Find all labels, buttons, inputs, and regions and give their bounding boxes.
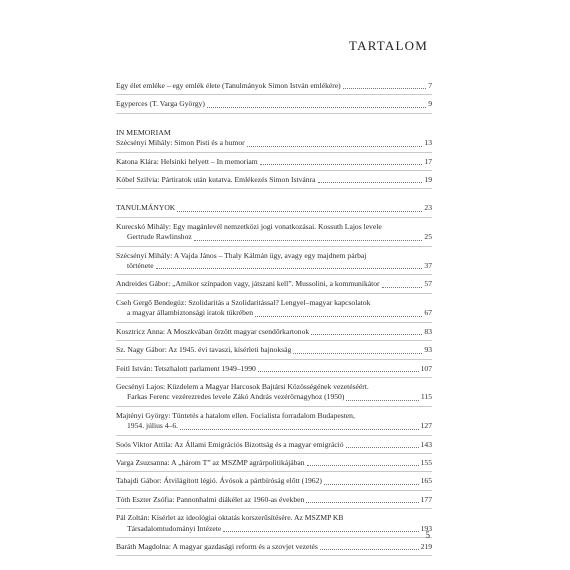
entry-title-continued: Farkas Ferenc vezérezredes levele Zákó András vezérőrnagyhoz (1950) <box>127 392 345 402</box>
entry-title: Varga Zsuzsanna: A „három T” az MSZMP agrárpolitikájában <box>116 457 305 467</box>
entry-title: Pál Zoltán: Kísérlet az ideológiai oktatás korszerűsítésére. Az MSZMP KB <box>116 513 344 523</box>
toc-entry <box>116 382 432 407</box>
entry-title: Feitl István: Tetszhalott parlament 1949–1990 <box>116 363 256 373</box>
entry-page: 127 <box>420 421 432 431</box>
entry-title: Majtényi György: Tüntetés a hatalom ellen. Focialista forradalom Budapesten, <box>116 410 355 420</box>
entry-page: 165 <box>420 476 432 486</box>
toc-entry <box>116 175 432 189</box>
front-section <box>116 81 432 114</box>
entry-page: 7 <box>428 81 432 90</box>
entry-page: 37 <box>424 261 432 271</box>
toc-entry <box>116 157 432 171</box>
toc-entry <box>116 345 432 359</box>
entry-page: 25 <box>424 232 432 242</box>
entry-title: Cseh Gergő Bendegúz: Szolidaritás a Szolidaritással? Lengyel–magyar kapcsolatok <box>116 297 371 307</box>
entry-title: Baráth Magdolna: A magyar gazdasági reform és a szovjet vezetés <box>116 541 318 551</box>
entry-title: Tóth Eszter Zsófia: Pannonhalmi diákélet az 1960-as években <box>116 494 305 504</box>
entry-title: Soós Viktor Attila: Az Állami Emigrációs Bizottság és a magyar emigráció <box>116 439 344 449</box>
section-heading-memoriam: IN MEMORIAM <box>116 127 171 137</box>
entry-title-continued: 1954. július 4–6. <box>127 421 179 431</box>
entry-title: Szécsényi Mihály: Simon Pisti és a humor <box>116 138 245 148</box>
entry-title: Egy élet emléke – egy emlék élete (Tanulmányok Simon István emlékére) <box>116 81 341 90</box>
entry-page: 177 <box>420 494 432 504</box>
entry-title: Kóbel Szilvia: Pártiratok után kutatva. Emlékezés Simon Istvánra <box>116 175 316 185</box>
toc-entry <box>116 251 432 276</box>
entry-page: 115 <box>420 392 432 402</box>
entry-page: 93 <box>424 345 432 355</box>
toc-entry <box>116 476 432 490</box>
table-of-contents <box>116 81 432 560</box>
entry-title: Kurecskó Mihály: Egy magánlevél nemzetközi jogi vonatkozásai. Kossuth Lajos levele <box>116 221 382 231</box>
toc-entry <box>116 222 432 247</box>
toc-entry <box>116 81 432 95</box>
entry-title: Sz. Nagy Gábor: Az 1945. évi tavaszi, kísérleti bajnokság <box>116 345 292 355</box>
entry-page: 107 <box>420 363 432 373</box>
toc-entry <box>116 364 432 378</box>
entry-page: 143 <box>420 439 432 449</box>
toc-entry <box>116 440 432 454</box>
entry-page: 67 <box>424 308 432 318</box>
toc-entry <box>116 513 432 538</box>
toc-entry <box>116 411 432 436</box>
entry-page: 155 <box>420 457 432 467</box>
entry-page: 57 <box>424 279 432 289</box>
memoriam-section <box>116 138 432 189</box>
entry-page: 83 <box>424 326 432 336</box>
toc-entry <box>116 327 432 341</box>
entry-page: 193 <box>420 523 432 533</box>
toc-entry <box>116 279 432 293</box>
entry-title-continued: Társadalomtudományi Intézete <box>127 523 222 533</box>
toc-entry <box>116 458 432 472</box>
entry-title: Andreides Gábor: „Amikor színpadon vagy, játszani kell”. Mussolini, a kommunikátor <box>116 279 380 289</box>
section-heading-studies <box>116 203 432 217</box>
toc-entry <box>116 138 432 152</box>
entry-page: 17 <box>424 156 432 166</box>
studies-section <box>116 222 432 557</box>
page-number: 5 <box>425 530 430 540</box>
entry-title: Tabajdi Gábor: Átvilágított légió. Ávósok a pártbíróság előtt (1962) <box>116 476 322 486</box>
toc-entry <box>116 298 432 323</box>
entry-title-continued: a magyar állambiztonsági iratok tükrében <box>127 308 254 318</box>
toc-entry <box>116 495 432 509</box>
entry-title: Katona Klára: Helsinki helyett – In memoriam <box>116 156 258 166</box>
entry-title-continued: története <box>127 261 154 271</box>
toc-entry <box>116 99 432 113</box>
page-title: TARTALOM <box>349 38 428 53</box>
toc-entry <box>116 542 432 556</box>
entry-title: Szécsényi Mihály: A Vajda János – Thaly Kálmán ügy, avagy egy majdnem párbaj <box>116 250 367 260</box>
entry-page: 19 <box>424 175 432 185</box>
entry-page: 23 <box>424 203 432 213</box>
entry-title: Egyperces (T. Varga György) <box>116 99 205 109</box>
entry-title-continued: Gertrude Rawlinshoz <box>127 232 192 242</box>
entry-page: 13 <box>424 138 432 148</box>
entry-page: 219 <box>420 541 432 551</box>
entry-title: Gecsényi Lajos: Küzdelem a Magyar Harcosok Bajtársi Közösségének vezetéséért. <box>116 381 369 391</box>
entry-page: 9 <box>428 99 432 109</box>
entry-title: Kosztricz Anna: A Moszkvában őrzött magyar csendőrkartonok <box>116 326 310 336</box>
entry-title: TANULMÁNYOK <box>116 203 176 213</box>
